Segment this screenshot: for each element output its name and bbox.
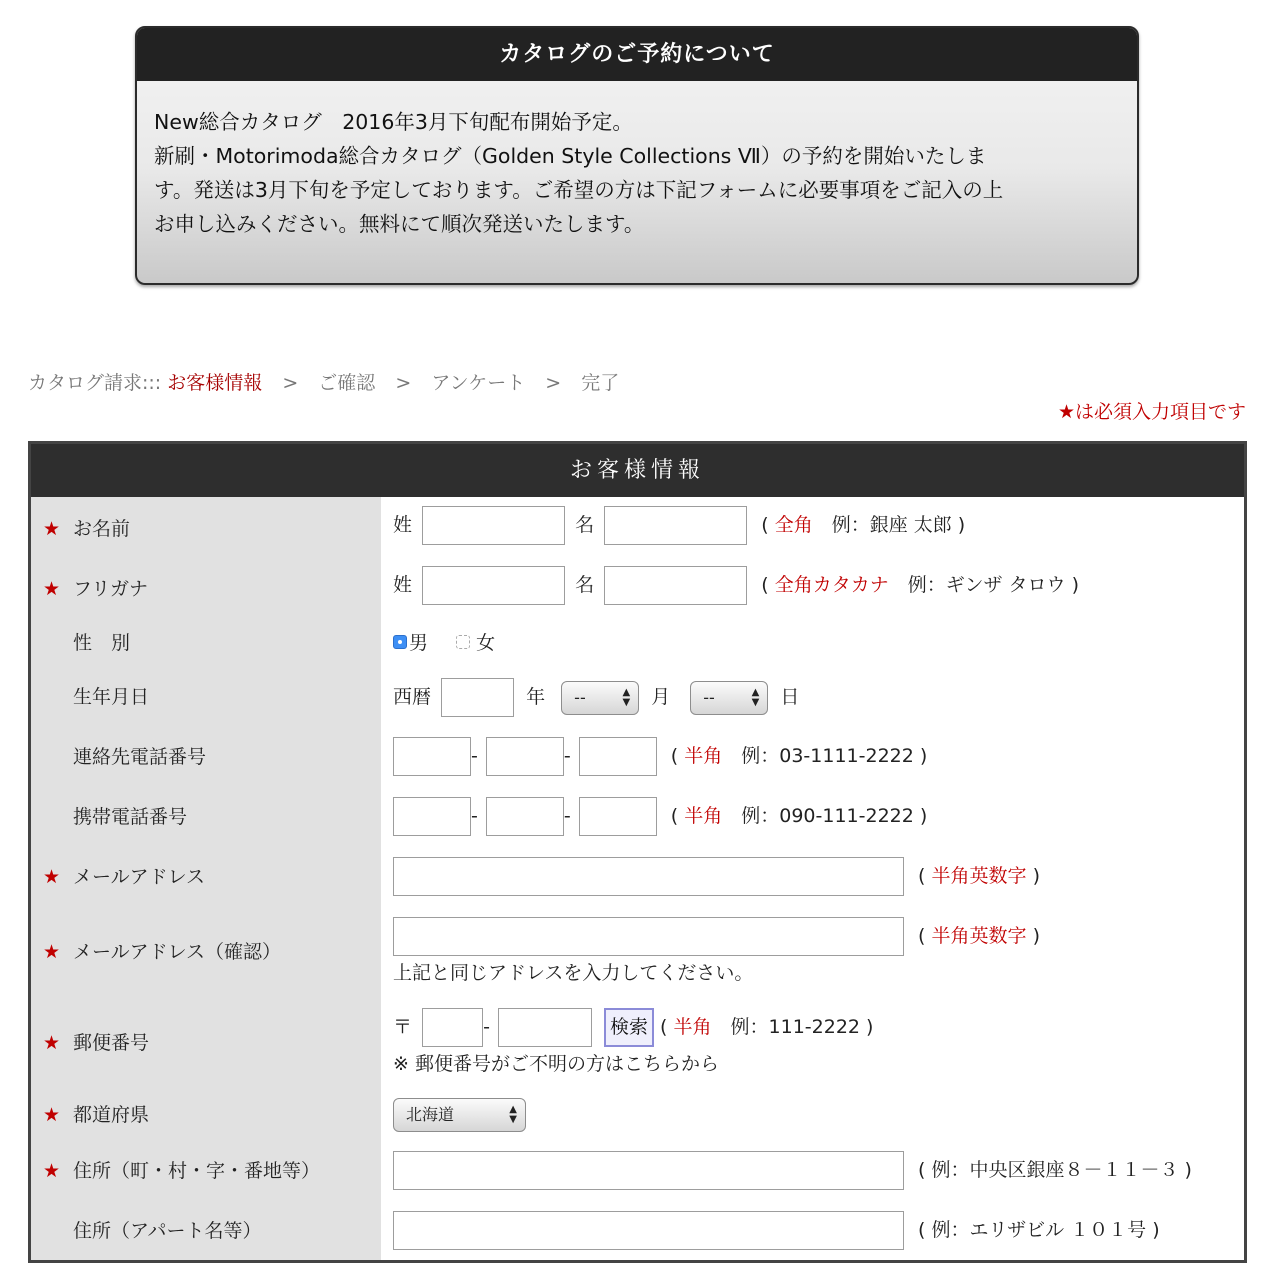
- select-value: 北海道: [406, 1105, 455, 1124]
- dash: -: [471, 805, 478, 827]
- breadcrumb-separator: >: [282, 372, 299, 394]
- birthday-fields: [393, 678, 799, 717]
- customer-info-form: [28, 441, 1247, 1263]
- required-star: ★: [43, 1104, 61, 1126]
- label-email: [43, 862, 205, 889]
- hint-open: (: [761, 514, 769, 536]
- hint-format: 全角: [774, 514, 813, 536]
- breadcrumb-separator: >: [395, 372, 412, 394]
- breadcrumb-step-customer-info: お客様情報: [167, 372, 263, 394]
- label-text: 住所（アパート名等）: [73, 1220, 262, 1242]
- hint-example: 例：銀座 太郎 ): [812, 514, 966, 536]
- kana-fields: [393, 566, 1079, 605]
- dash: -: [471, 745, 478, 767]
- era-label: 西暦: [393, 686, 432, 708]
- label-mobile: [43, 802, 187, 829]
- label-birthday: [43, 682, 149, 709]
- hint-example: 例：111-2222 ): [711, 1016, 874, 1038]
- form-title: お客様情報: [31, 444, 1244, 497]
- label-text: フリガナ: [73, 578, 149, 600]
- phone-part3-input[interactable]: [579, 737, 657, 776]
- address1-hint: ( 例：中央区銀座８－１１－３ ): [918, 1159, 1192, 1181]
- male-radio[interactable]: [393, 635, 407, 649]
- notice-line: 新刷・Motorimoda総合カタログ（Golden Style Collections Ⅶ）の予約を開始いたしま: [154, 144, 987, 168]
- zip-search-button[interactable]: 検索: [604, 1008, 654, 1047]
- hint-open: (: [670, 805, 679, 827]
- hint-format: 半角英数字: [931, 865, 1027, 887]
- hint-open: (: [660, 1016, 668, 1038]
- mobile-fields: [393, 797, 927, 836]
- hint-format: 半角: [684, 805, 723, 827]
- hint-format: 全角カタカナ: [774, 574, 889, 596]
- label-name: [43, 514, 130, 541]
- label-phone: [43, 742, 206, 769]
- phone-part2-input[interactable]: [486, 737, 564, 776]
- email-fields: [393, 857, 1040, 896]
- hint-close: ): [1026, 925, 1040, 947]
- hint-example: 例：03-1111-2222 ): [722, 745, 928, 767]
- birth-month-select[interactable]: [561, 681, 639, 715]
- label-text: 郵便番号: [73, 1032, 150, 1054]
- hint-example: 例：ギンザ タロウ ): [888, 574, 1080, 596]
- notice-title: カタログのご予約について: [137, 28, 1137, 81]
- phone-fields: [393, 737, 927, 776]
- select-arrows-icon: ▲ ▼: [751, 686, 760, 708]
- hint-open: (: [918, 865, 926, 887]
- dash: -: [563, 805, 571, 827]
- birth-day-select[interactable]: [690, 681, 768, 715]
- last-name-kana-input[interactable]: [422, 566, 565, 605]
- first-name-kana-input[interactable]: [604, 566, 747, 605]
- hint-open: (: [670, 745, 679, 767]
- select-arrows-icon: ▲ ▼: [622, 686, 631, 708]
- hint-format: 半角: [673, 1016, 712, 1038]
- label-kana: [43, 574, 148, 601]
- select-arrows-icon: ▲ ▼: [509, 1104, 517, 1125]
- breadcrumb: [28, 368, 619, 395]
- required-star: ★: [43, 518, 61, 540]
- notice-body: [137, 81, 1137, 241]
- prefecture-select[interactable]: [393, 1098, 526, 1132]
- hint-example: 例：090-111-2222 ): [722, 805, 928, 827]
- male-label: 男: [409, 632, 429, 654]
- label-email-confirm: [43, 937, 281, 964]
- sei-label: 姓: [393, 574, 413, 596]
- dash: -: [563, 745, 571, 767]
- hint-format: 半角英数字: [931, 925, 1027, 947]
- address2-hint: ( 例：エリザビル １０１号 ): [918, 1219, 1160, 1241]
- address1-fields: [393, 1151, 1192, 1190]
- address1-input[interactable]: [393, 1151, 904, 1190]
- female-label: 女: [476, 632, 496, 654]
- month-label: 月: [651, 686, 671, 708]
- label-text: 都道府県: [73, 1104, 150, 1126]
- required-star: ★: [43, 1160, 61, 1182]
- last-name-input[interactable]: [422, 506, 565, 545]
- label-zip: [43, 1028, 149, 1055]
- dash: -: [483, 1016, 490, 1038]
- required-star: ★: [43, 1032, 61, 1054]
- select-value: --: [703, 687, 715, 707]
- label-text: 性 別: [73, 632, 131, 654]
- email-confirm-input[interactable]: [393, 917, 904, 956]
- label-text: 住所（町・村・字・番地等）: [73, 1160, 321, 1182]
- mei-label: 名: [575, 514, 595, 536]
- required-note: ★は必須入力項目です: [1057, 401, 1246, 423]
- select-value: --: [574, 687, 586, 707]
- zip-lookup-link[interactable]: ※ 郵便番号がご不明の方はこちらから: [393, 1053, 719, 1075]
- mobile-part2-input[interactable]: [486, 797, 564, 836]
- notice-line: お申し込みください。無料にて順次発送いたします。: [154, 212, 645, 236]
- email-confirm-note: 上記と同じアドレスを入力してください。: [393, 962, 754, 984]
- zip-part1-input[interactable]: [422, 1008, 483, 1047]
- hint-format: 半角: [684, 745, 723, 767]
- catalog-notice-panel: [135, 26, 1139, 285]
- required-star: ★: [43, 941, 61, 963]
- label-text: 携帯電話番号: [73, 806, 188, 828]
- mobile-part1-input[interactable]: [393, 797, 471, 836]
- first-name-input[interactable]: [604, 506, 747, 545]
- hint-open: (: [918, 925, 926, 947]
- label-gender: [43, 628, 130, 655]
- hint-close: ): [1026, 865, 1040, 887]
- zip-fields: [393, 1008, 873, 1076]
- day-label: 日: [780, 686, 800, 708]
- breadcrumb-step-survey: アンケート: [431, 372, 526, 394]
- address2-fields: [393, 1211, 1160, 1250]
- sei-label: 姓: [393, 514, 413, 536]
- breadcrumb-step-confirm: ご確認: [318, 372, 376, 394]
- breadcrumb-prefix: カタログ請求:::: [28, 372, 162, 394]
- name-fields: [393, 506, 965, 545]
- label-prefecture: [43, 1100, 149, 1127]
- mobile-part3-input[interactable]: [579, 797, 657, 836]
- label-address1: [43, 1156, 320, 1183]
- label-text: 連絡先電話番号: [73, 746, 207, 768]
- email-confirm-fields: [393, 917, 1040, 985]
- zip-part2-input[interactable]: [498, 1008, 592, 1047]
- email-input[interactable]: [393, 857, 904, 896]
- required-star: ★: [43, 578, 61, 600]
- birth-year-input[interactable]: [441, 678, 514, 717]
- notice-line: New総合カタログ 2016年3月下旬配布開始予定。: [154, 110, 633, 134]
- gender-fields: [393, 628, 495, 655]
- breadcrumb-step-complete: 完了: [581, 372, 620, 394]
- postal-mark: 〒: [393, 1016, 413, 1038]
- label-text: メールアドレス（確認）: [73, 941, 282, 963]
- female-radio[interactable]: [456, 635, 470, 649]
- year-label: 年: [526, 686, 546, 708]
- breadcrumb-separator: >: [545, 372, 562, 394]
- address2-input[interactable]: [393, 1211, 904, 1250]
- prefecture-fields: [393, 1098, 526, 1132]
- label-text: お名前: [73, 518, 131, 540]
- label-text: 生年月日: [73, 686, 150, 708]
- hint-open: (: [761, 574, 769, 596]
- label-address2: [43, 1216, 261, 1243]
- mei-label: 名: [575, 574, 595, 596]
- notice-line: す。発送は3月下旬を予定しております。ご希望の方は下記フォームに必要事項をご記入の上: [154, 178, 1004, 202]
- phone-part1-input[interactable]: [393, 737, 471, 776]
- required-star: ★: [43, 866, 61, 888]
- label-text: メールアドレス: [73, 866, 206, 888]
